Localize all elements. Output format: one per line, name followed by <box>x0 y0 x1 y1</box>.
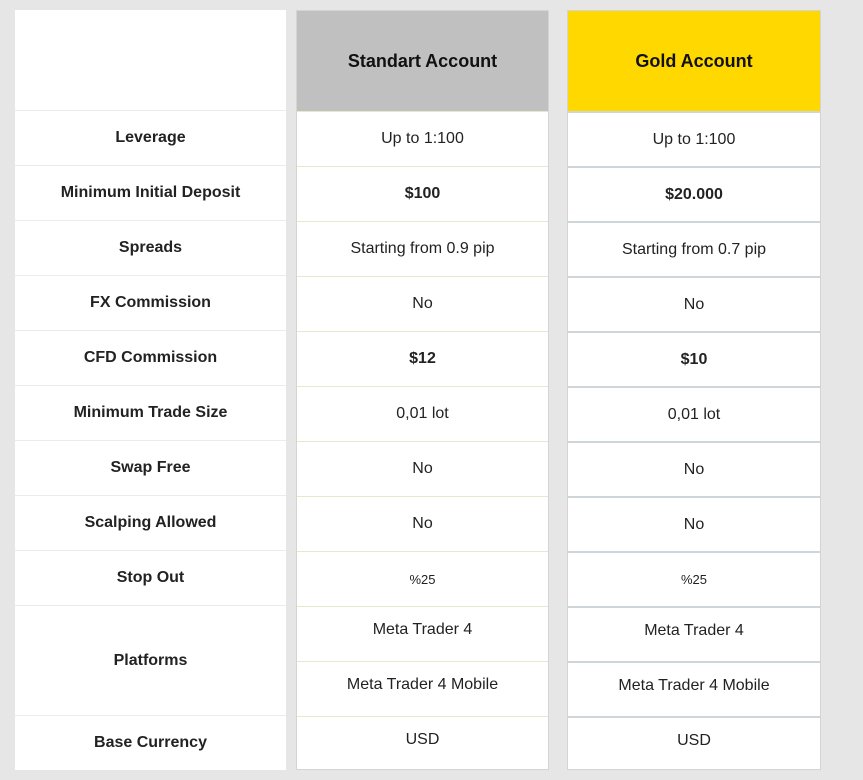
label-spreads: Spreads <box>15 220 286 275</box>
label-scalping: Scalping Allowed <box>15 495 286 550</box>
feature-label-column <box>15 10 286 770</box>
standard-min-trade-size: 0,01 lot <box>297 386 548 441</box>
standard-scalping: No <box>297 496 548 551</box>
gold-swap-free: No <box>568 441 820 496</box>
gold-account-title: Gold Account <box>568 11 820 111</box>
label-base-currency: Base Currency <box>15 715 286 770</box>
gold-base-currency: USD <box>568 716 820 771</box>
label-platforms: Platforms <box>15 605 286 715</box>
standard-account-title: Standart Account <box>297 11 548 111</box>
gold-scalping: No <box>568 496 820 551</box>
standard-platform-1: Meta Trader 4 <box>297 606 548 661</box>
standard-base-currency: USD <box>297 716 548 771</box>
standard-account-column <box>296 10 549 770</box>
gold-min-trade-size: 0,01 lot <box>568 386 820 441</box>
standard-cfd-commission: $12 <box>297 331 548 386</box>
standard-min-deposit: $100 <box>297 166 548 221</box>
label-column-header <box>15 10 286 110</box>
standard-leverage: Up to 1:100 <box>297 111 548 166</box>
gold-platform-1: Meta Trader 4 <box>568 606 820 661</box>
gold-cfd-commission: $10 <box>568 331 820 386</box>
label-min-trade-size: Minimum Trade Size <box>15 385 286 440</box>
standard-fx-commission: No <box>297 276 548 331</box>
standard-stop-out: %25 <box>297 551 548 606</box>
gold-stop-out: %25 <box>568 551 820 606</box>
label-min-deposit: Minimum Initial Deposit <box>15 165 286 220</box>
standard-spreads: Starting from 0.9 pip <box>297 221 548 276</box>
gold-leverage: Up to 1:100 <box>568 111 820 166</box>
label-cfd-commission: CFD Commission <box>15 330 286 385</box>
gold-spreads: Starting from 0.7 pip <box>568 221 820 276</box>
label-stop-out: Stop Out <box>15 550 286 605</box>
label-fx-commission: FX Commission <box>15 275 286 330</box>
gold-account-column <box>567 10 821 770</box>
gold-platform-2: Meta Trader 4 Mobile <box>568 661 820 716</box>
label-swap-free: Swap Free <box>15 440 286 495</box>
standard-platform-2: Meta Trader 4 Mobile <box>297 661 548 716</box>
standard-swap-free: No <box>297 441 548 496</box>
label-leverage: Leverage <box>15 110 286 165</box>
gold-min-deposit: $20.000 <box>568 166 820 221</box>
gold-fx-commission: No <box>568 276 820 331</box>
